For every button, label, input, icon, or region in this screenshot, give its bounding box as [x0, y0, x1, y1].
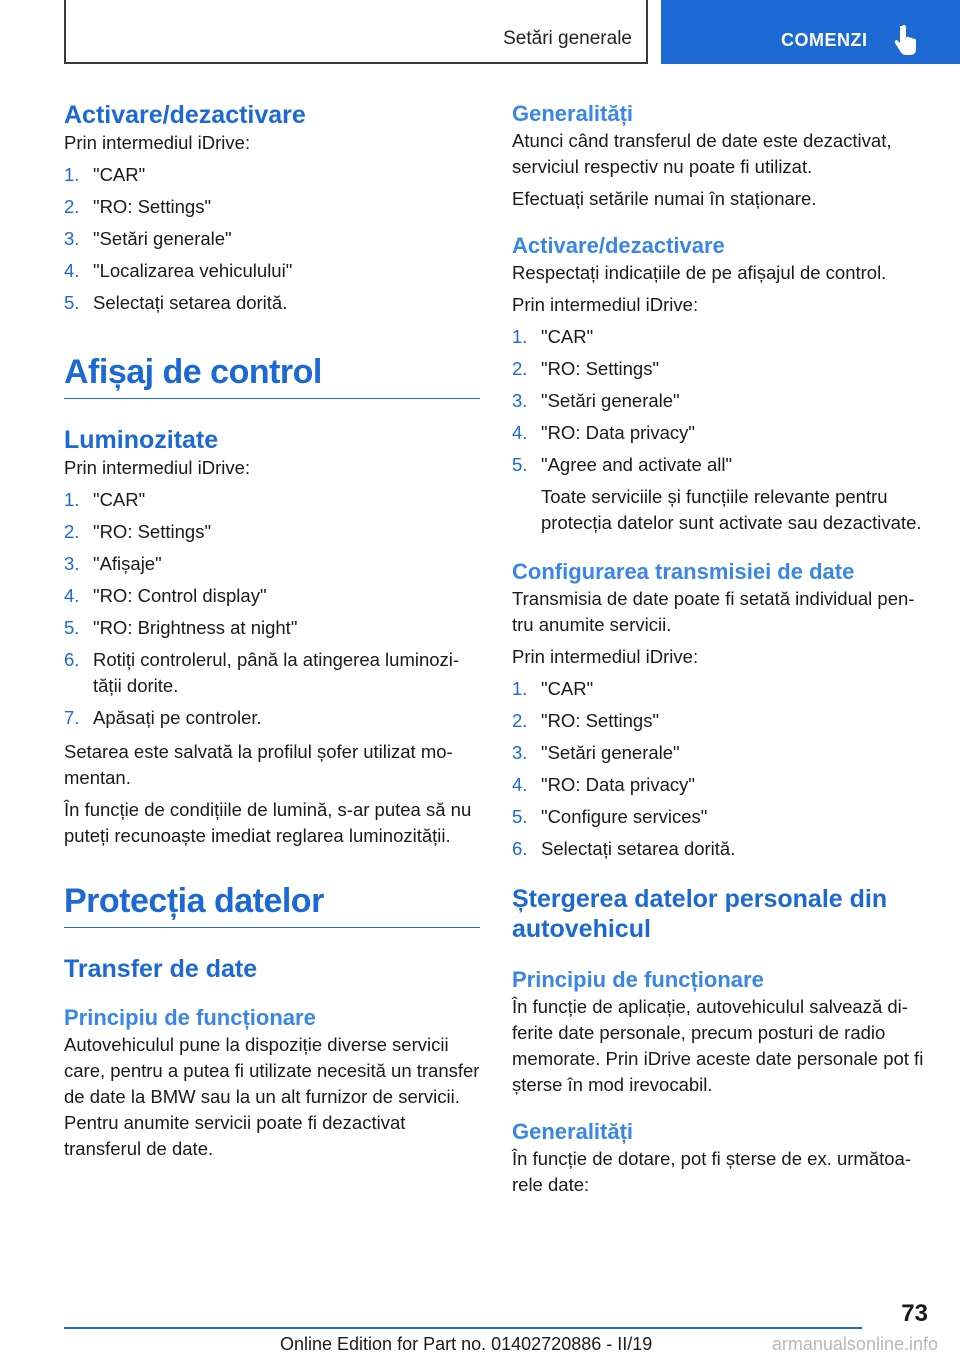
section-title-afisaj: Afișaj de control [64, 352, 480, 399]
list-item [512, 740, 928, 766]
list-number: 1. [64, 489, 80, 510]
list-number: 4. [64, 260, 80, 281]
list-text: "RO: Settings" [541, 358, 660, 379]
right-column [512, 100, 928, 1204]
list-text: "RO: Data privacy" [541, 774, 695, 795]
list-text: "Localizarea vehiculului" [93, 260, 293, 281]
list-item [64, 583, 480, 609]
paragraph-autovehicul: Autovehiculul pune la dispoziție diverse servicii care, pentru a putea fi utilizate necesită un transfer de date la BMW sau la un alt furnizor de servicii. Pentru anumite servicii poate fi dezactivat transferul de date. [64, 1034, 480, 1159]
paragraph-transfer-dezactivat: Atunci când transferul de date este dezactivat, serviciul respectiv nu poate fi utilizat. [512, 130, 892, 177]
list-text: "Agree and activate all" [541, 454, 733, 475]
steps-list-luminozitate [64, 487, 480, 731]
pointing-hand-icon [893, 24, 921, 56]
list-item [512, 452, 928, 536]
list-item [64, 705, 480, 731]
list-number: 2. [512, 358, 528, 379]
list-number: 1. [512, 678, 528, 699]
steps-list-localizare [64, 162, 480, 316]
list-item [512, 388, 928, 414]
paragraph-idrive: Prin intermediul iDrive: [64, 132, 251, 153]
list-number: 7. [64, 707, 80, 728]
list-item [64, 258, 480, 284]
list-number: 3. [512, 742, 528, 763]
list-number: 2. [64, 196, 80, 217]
list-text: "RO: Brightness at night" [93, 617, 298, 638]
heading-activare-dezactivare: Activare/dezactivare [512, 233, 725, 258]
list-note: Toate serviciile și funcțiile relevante pentru protecția datelor sunt activate sau dezactivate. [541, 486, 922, 533]
list-number: 2. [64, 521, 80, 542]
paragraph-idrive: Prin intermediul iDrive: [512, 294, 699, 315]
list-number: 1. [512, 326, 528, 347]
list-item [512, 420, 928, 446]
list-text: "Afișaje" [93, 553, 162, 574]
section-tab[interactable]: Setări generale [503, 28, 632, 49]
list-item [64, 615, 480, 641]
heading-generalitati: Generalități [512, 1119, 634, 1144]
heading-generalitati: Generalități [512, 101, 634, 126]
list-text: "RO: Control display" [93, 585, 267, 606]
list-item [64, 551, 480, 577]
paragraph-idrive: Prin intermediul iDrive: [512, 646, 699, 667]
paragraph-indicatii: Respectați indicațiile de pe afișajul de control. [512, 262, 887, 283]
header-section-tab-box [64, 0, 648, 64]
list-number: 5. [512, 806, 528, 827]
list-number: 5. [512, 454, 528, 475]
list-text: "RO: Settings" [93, 196, 212, 217]
list-item [512, 676, 928, 702]
list-item [512, 356, 928, 382]
list-text: "CAR" [541, 326, 594, 347]
list-text: Apăsați pe controler. [93, 707, 262, 728]
paragraph-dotare: În funcție de dotare, pot fi șterse de ex. următoarele date: [512, 1148, 912, 1195]
heading-configurarea: Configurarea transmisiei de date [512, 559, 855, 584]
list-number: 4. [512, 422, 528, 443]
list-number: 3. [512, 390, 528, 411]
watermark: armanualsonline.info [771, 1334, 938, 1354]
list-item [512, 804, 928, 830]
list-text: "RO: Data privacy" [541, 422, 695, 443]
paragraph-conditii-lumina: În funcție de condițiile de lumină, s-ar putea să nu puteți recunoaște imediat reglarea luminozității. [64, 799, 472, 846]
list-text: "CAR" [93, 164, 146, 185]
page-number: 73 [901, 1300, 928, 1327]
steps-list-configure-services [512, 676, 928, 862]
list-item [512, 836, 928, 862]
list-text: "CAR" [541, 678, 594, 699]
list-text: "CAR" [93, 489, 146, 510]
paragraph-aplicatie: În funcție de aplicație, autovehiculul salvează diferite date personale, precum posturi de radio memorate. Prin iDrive aceste date personale pot fi șterse în mod irevocabil. [512, 996, 924, 1095]
list-text: "Setări generale" [541, 390, 680, 411]
list-text: Selectați setarea dorită. [93, 292, 288, 313]
chapter-tab-label: COMENZI [781, 30, 868, 50]
list-number: 4. [64, 585, 80, 606]
list-item [64, 487, 480, 513]
list-number: 6. [512, 838, 528, 859]
section-title-protectia-datelor: Protecția datelor [64, 881, 480, 928]
list-number: 1. [64, 164, 80, 185]
list-number: 5. [64, 292, 80, 313]
list-item [64, 647, 480, 699]
heading-stergerea-datelor: Ștergerea datelor personale din autovehicul [512, 885, 888, 943]
paragraph-transmisia: Transmisia de date poate fi setată individual pentru anumite servicii. [512, 588, 915, 635]
list-number: 3. [64, 553, 80, 574]
list-text: "Setări generale" [93, 228, 232, 249]
paragraph-idrive: Prin intermediul iDrive: [64, 457, 251, 478]
left-column [64, 100, 480, 1168]
list-text: "Setări generale" [541, 742, 680, 763]
list-number: 3. [64, 228, 80, 249]
heading-activare-dezactivare: Activare/dezactivare [64, 101, 306, 129]
paragraph-stationare: Efectuați setările numai în staționare. [512, 188, 817, 209]
heading-luminozitate: Luminozitate [64, 426, 219, 454]
list-text: Selectați setarea dorită. [541, 838, 736, 859]
list-item [64, 162, 480, 188]
heading-principiu: Principiu de funcționare [512, 967, 764, 992]
list-number: 5. [64, 617, 80, 638]
list-text: "RO: Settings" [93, 521, 212, 542]
list-text: Rotiți controlerul, până la atingerea luminozității dorite. [93, 649, 460, 696]
footer-divider [64, 1327, 862, 1329]
list-item [64, 519, 480, 545]
edition-note: Online Edition for Part no. 01402720886 - II/19 [280, 1334, 653, 1354]
heading-transfer-date: Transfer de date [64, 955, 258, 983]
list-item [64, 290, 480, 316]
list-number: 6. [64, 649, 80, 670]
steps-list-data-privacy [512, 324, 928, 536]
list-item [512, 772, 928, 798]
list-item [64, 194, 480, 220]
list-item [64, 226, 480, 252]
list-number: 4. [512, 774, 528, 795]
list-text: "RO: Settings" [541, 710, 660, 731]
list-number: 2. [512, 710, 528, 731]
list-item [512, 708, 928, 734]
list-item [512, 324, 928, 350]
heading-principiu: Principiu de funcționare [64, 1005, 316, 1030]
paragraph-salvata: Setarea este salvată la profilul șofer utilizat momentan. [64, 741, 453, 788]
header-chapter-tab[interactable] [661, 0, 960, 64]
list-text: "Configure services" [541, 806, 708, 827]
